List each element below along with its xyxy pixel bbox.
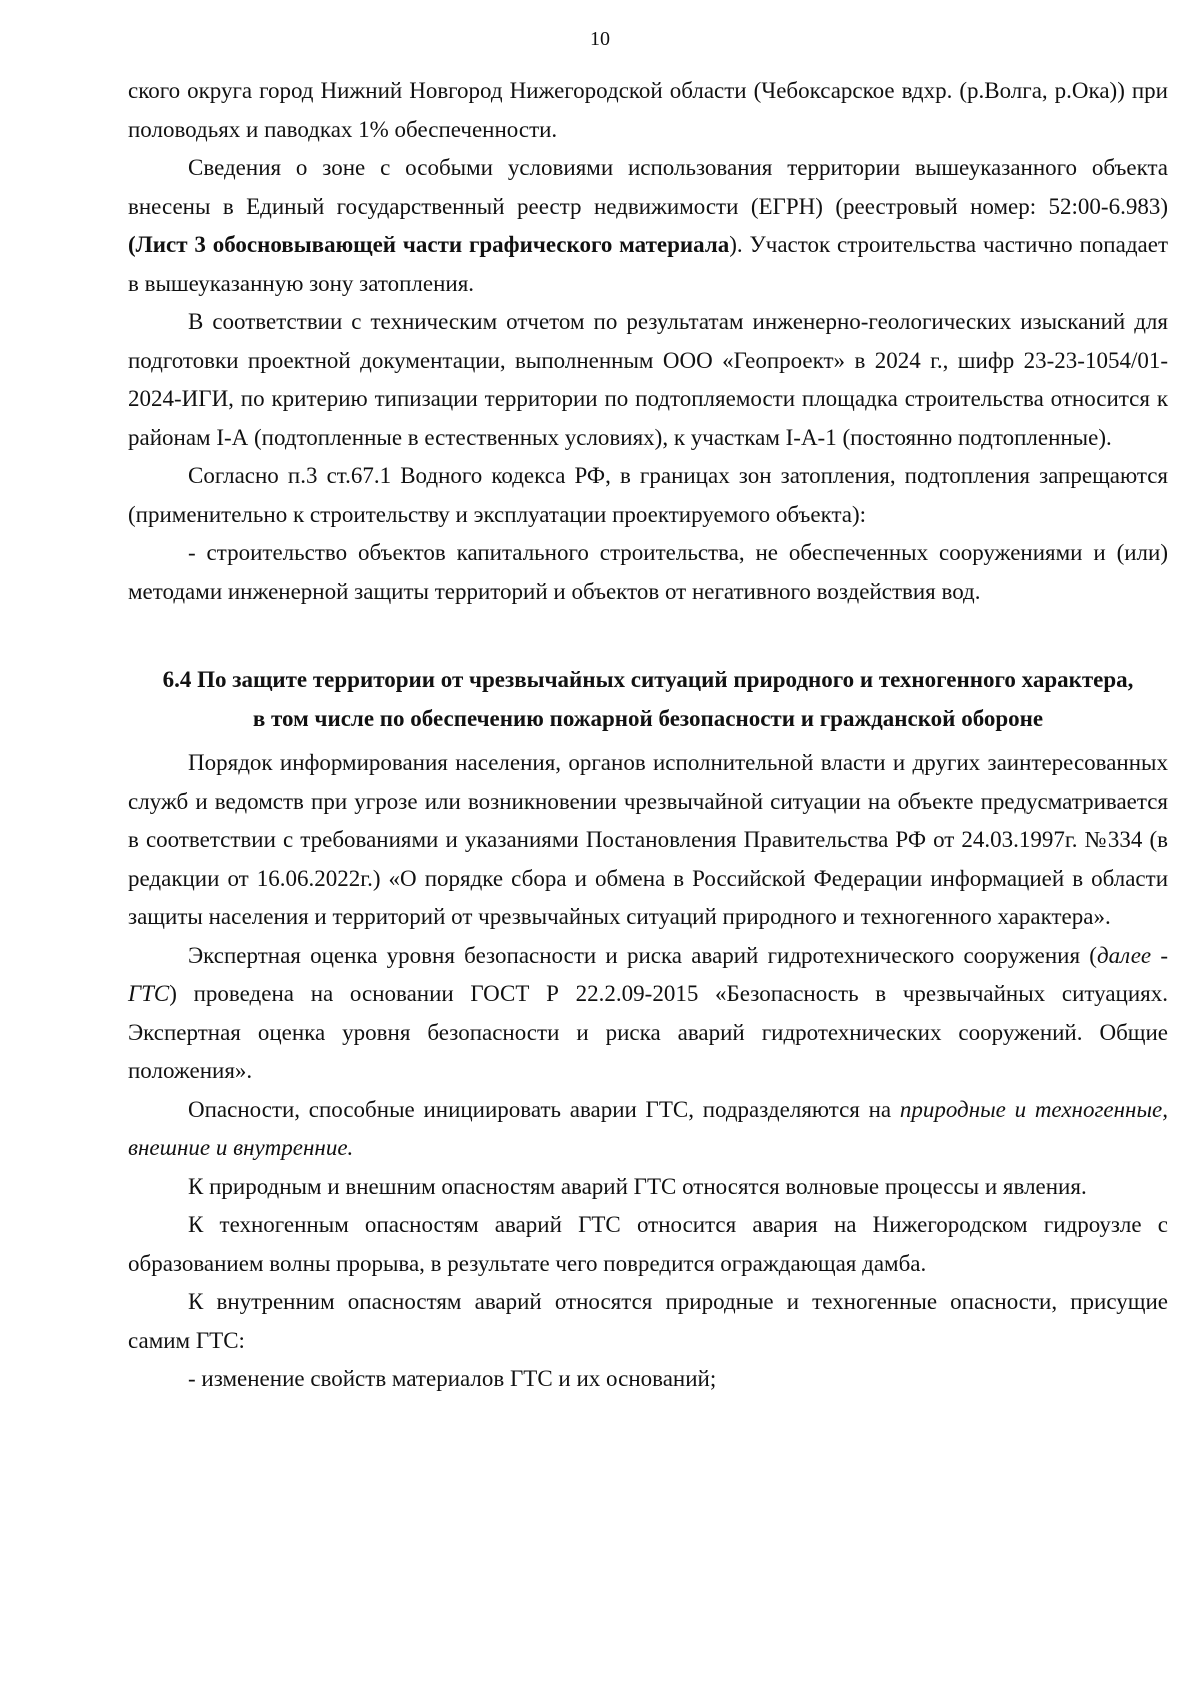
paragraph-internal-hazards: К внутренним опасностям аварий относятся природные и техногенные опасности, присущие самим ГТС: <box>128 1289 1168 1353</box>
paragraph-water-code: Согласно п.3 ст.67.1 Водного кодекса РФ, в границах зон затопления, подтопления запрещаются (применительно к строительству и эксплуатации проектируемого объекта): <box>128 463 1168 527</box>
paragraph-egrn-text-a: Сведения о зоне с особыми условиями использования территории вышеуказанного объекта внесены в Единый государственный реестр недвижимости (ЕГРН) (реестровый номер: 52:00-6.983) <box>128 155 1168 219</box>
paragraph-expert-italic-abbrev: далее - ГТС <box>128 942 1169 1006</box>
paragraph-expert-text-b: ) проведена на основании ГОСТ Р 22.2.09-2015 «Безопасность в чрезвычайных ситуациях. Экспертная оценка уровня безопасности и риска аварий гидротехнических сооружений. Общие положения». <box>128 981 1168 1083</box>
paragraph-informing-population: Порядок информирования населения, органов исполнительной власти и других заинтересованных служб и ведомств при угрозе или возникновении чрезвычайной ситуации на объекте предусматривается в соответствии с требованиями и указаниями Постановления Правительства РФ от 24.03.1997г. №334 (в редакции от 16.06.2022г.) «О порядке сбора и обмена в Российской Федерации информацией в области защиты населения и территорий от чрезвычайных ситуаций природного и техногенного характера». <box>128 750 1168 929</box>
list-item-construction-ban: - строительство объектов капитального строительства, не обеспеченных сооружениями и (или) методами инженерной защиты территорий и объектов от негативного воздействия вод. <box>128 540 1168 604</box>
paragraph-technogenic-hazards: К техногенным опасностям аварий ГТС относится авария на Нижегородском гидроузле с образованием волны прорыва, в результате чего повредится ограждающая дамба. <box>128 1212 1168 1276</box>
document-body <box>128 72 1168 1399</box>
paragraph-egrn-bold-reference: (Лист 3 обосновывающей части графического материала <box>128 232 730 257</box>
section-heading-line1: 6.4 По защите территории от чрезвычайных ситуаций природного и техногенного характера, <box>162 667 1134 692</box>
paragraph-geology: В соответствии с техническим отчетом по результатам инженерно-геологических изысканий для подготовки проектной документации, выполненным ООО «Геопроект» в 2024 г., шифр 23-23-1054/01-2024-ИГИ, по критерию типизации территории по подтопляемости площадка строительства относится к районам I-А (подтопленные в естественных условиях), к участкам I-А-1 (постоянно подтопленные). <box>128 309 1168 450</box>
section-heading-line2: в том числе по обеспечению пожарной безопасности и гражданской обороне <box>252 705 1044 731</box>
paragraph-hazard-italic: природные и техногенные, внешние и внутренние. <box>128 1096 1168 1160</box>
paragraph-continuation: ского округа город Нижний Новгород Нижегородской области (Чебоксарское вдхр. (р.Волга, р.Ока)) при половодьях и паводках 1% обеспеченности. <box>128 78 1168 142</box>
paragraph-hazard-types <box>128 1091 1168 1168</box>
paragraph-hazard-text: Опасности, способные инициировать аварии ГТС, подразделяются на <box>188 1096 900 1122</box>
paragraph-expert-assessment <box>128 937 1168 1091</box>
paragraph-expert-text-a: Экспертная оценка уровня безопасности и риска аварий гидротехнического сооружения ( <box>188 942 1097 968</box>
paragraph-natural-hazards: К природным и внешним опасностям аварий ГТС относятся волновые процессы и явления. <box>188 1173 1087 1199</box>
paragraph-egrn-text-b: ). Участок строительства частично попадает в вышеуказанную зону затопления. <box>128 232 1168 296</box>
paragraph-egrn <box>128 149 1168 303</box>
section-heading <box>128 661 1168 738</box>
list-item-material-changes: - изменение свойств материалов ГТС и их оснований; <box>188 1366 717 1391</box>
page-number: 10 <box>590 28 610 50</box>
